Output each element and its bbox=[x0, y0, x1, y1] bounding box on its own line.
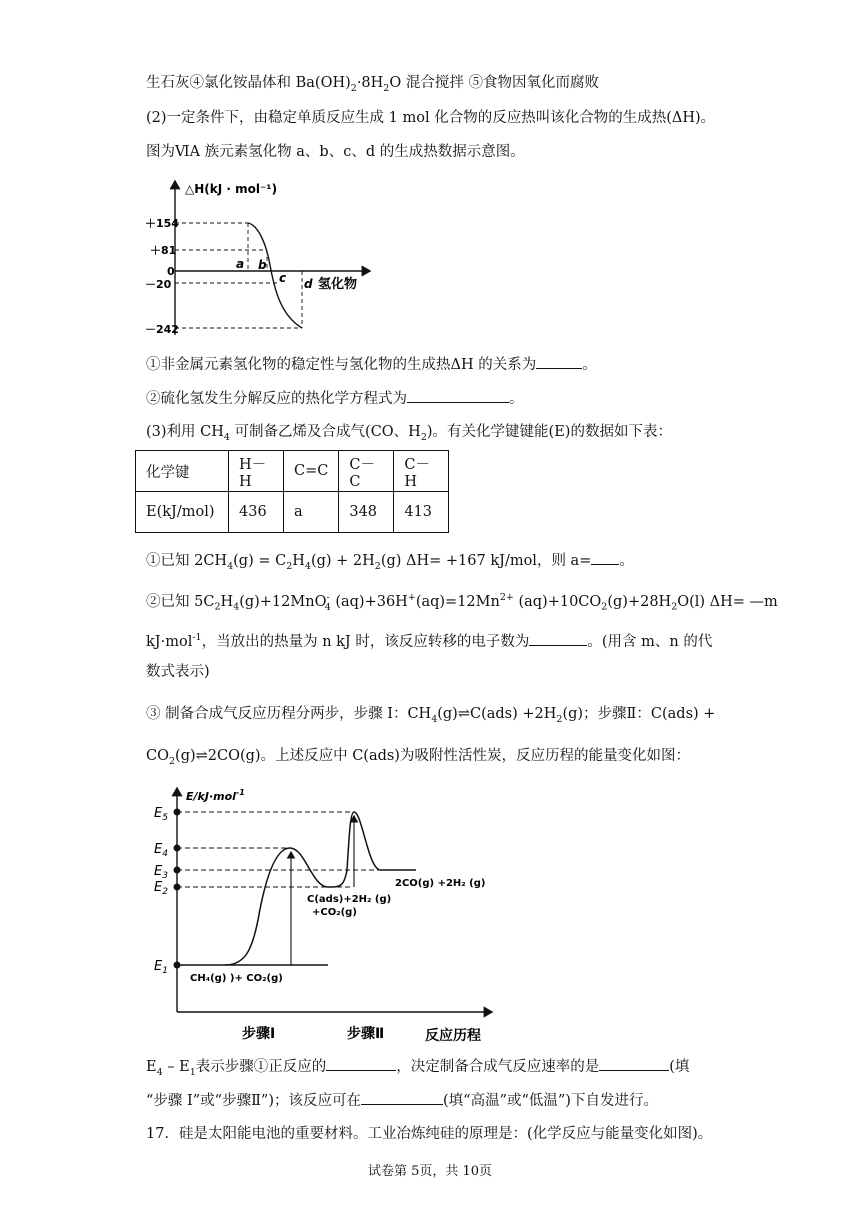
table-cell: C=C bbox=[284, 451, 339, 492]
table-row bbox=[136, 492, 449, 533]
table-cell: C－C bbox=[339, 451, 394, 492]
table-cell: 436 bbox=[229, 492, 284, 533]
chart2-ylabel: E/kJ·mol$^{-1}$ bbox=[186, 788, 245, 803]
chart1-ytick-20: －20 bbox=[145, 278, 172, 291]
chart1-ytick-242: －242 bbox=[145, 323, 179, 336]
chart2-energy-curve bbox=[225, 812, 380, 965]
text-line-11: ③ 制备合成气反应历程分两步，步骤 Ⅰ：$CH_4(g)\rightleftharpoons C(ads) +2H_2(g)$；步骤Ⅱ：C(ads) + bbox=[146, 706, 716, 725]
table-row bbox=[136, 451, 449, 492]
chart1-xlabel: 氢化物 bbox=[318, 277, 358, 292]
level-e3: $E_3$ bbox=[154, 864, 168, 881]
text-line-5: ②硫化氢发生分解反应的热化学方程式为 。 bbox=[146, 388, 524, 409]
level-e5: $E_5$ bbox=[154, 806, 168, 823]
text-line-7: ①已知 $2CH_4(g) = C_2H_4(g) + 2H_2(g)$ ΔH= +167 kJ/mol，则 a= 。 bbox=[146, 550, 634, 577]
text-line-15: 17．硅是太阳能电池的重要材料。工业冶炼纯硅的原理是：(化学反应与能量变化如图)。 bbox=[146, 1126, 713, 1142]
chart1-ytick-154: ＋154 bbox=[145, 217, 179, 230]
table-cell: E(kJ/mol) bbox=[136, 492, 229, 533]
level-e2: $E_2$ bbox=[154, 880, 168, 897]
label-step-1: 步骤Ⅰ bbox=[242, 1026, 276, 1042]
text-line-2: (2)一定条件下，由稳定单质反应生成 1 mol 化合物的反应热叫该化合物的生成热(ΔH)。 bbox=[146, 110, 716, 126]
text-line-3: 图为ⅥA 族元素氢化物 a、b、c、d 的生成热数据示意图。 bbox=[146, 144, 525, 160]
bond-energy-table bbox=[135, 450, 449, 533]
text-line-12: $CO_2(g)\rightleftharpoons 2CO(g)$。上述反应中 C(ads)为吸附性活性炭，反应历程的能量变化如图： bbox=[146, 748, 690, 767]
table-cell: 化学键 bbox=[136, 451, 229, 492]
label-intermediate-1: C(ads)+2H₂ (g) bbox=[307, 894, 392, 905]
chart1-point-b: b bbox=[258, 258, 267, 272]
chart1-point-c: c bbox=[279, 271, 287, 285]
text-line-13: $E_4 - E_1$表示步骤①正反应的 ，决定制备合成气反应速率的是 (填 bbox=[146, 1056, 689, 1083]
text-line-8: ②已知 $5C_2H_4(g)+12MnO^-_4$ $(aq)+36H^+(aq)=12Mn^{2+}$ $(aq)+10CO_2(g)+28H_2O(l)$ ΔH= —m bbox=[146, 592, 778, 613]
label-reactants: CH₄(g) )+ CO₂(g) bbox=[190, 973, 283, 984]
chart2-xlabel: 反应历程 bbox=[425, 1028, 481, 1044]
chart1-ylabel: △H(kJ · mol⁻¹) bbox=[185, 182, 278, 196]
table-cell: 413 bbox=[394, 492, 449, 533]
text-line-14: “步骤 Ⅰ”或“步骤Ⅱ”)；该反应可在 (填“高温”或“低温”)下自发进行。 bbox=[146, 1090, 658, 1111]
level-e4: $E_4$ bbox=[154, 842, 168, 859]
chart1-ytick-81: ＋81 bbox=[150, 244, 177, 257]
formation-heat-chart bbox=[140, 175, 380, 340]
table-cell: 348 bbox=[339, 492, 394, 533]
text-line-6: (3)利用 $CH_4$ 可制备乙烯及合成气(CO、$H_2$)。有关化学键键能(E)的数据如下表： bbox=[146, 424, 672, 443]
chart2-level-labels bbox=[154, 806, 168, 976]
chart1-point-a: a bbox=[236, 257, 245, 271]
chart2-guides bbox=[177, 812, 380, 887]
table-cell: H－H bbox=[229, 451, 284, 492]
text-line-4: ①非金属元素氢化物的稳定性与氢化物的生成热ΔH 的关系为 。 bbox=[146, 354, 597, 375]
label-products: 2CO(g) +2H₂ (g) bbox=[395, 878, 486, 889]
level-e1: $E_1$ bbox=[154, 959, 168, 976]
table-cell: a bbox=[284, 492, 339, 533]
reaction-energy-diagram bbox=[140, 780, 510, 1048]
text-line-1: 生石灰④氯化铵晶体和 $Ba(OH)_2\cdot 8H_2O$ 混合搅拌 ⑤食物因氧化而腐败 bbox=[146, 75, 599, 94]
chart1-ytick-0: 0 bbox=[167, 265, 175, 278]
page-footer: 试卷第 5页，共 10页 bbox=[367, 1164, 493, 1179]
table-cell: C－H bbox=[394, 451, 449, 492]
chart1-point-d: d bbox=[304, 277, 313, 291]
label-step-2: 步骤Ⅱ bbox=[347, 1026, 385, 1042]
label-intermediate-2: +CO₂(g) bbox=[312, 907, 357, 918]
text-line-9: kJ·mol$^{-1}$，当放出的热量为 n kJ 时，该反应转移的电子数为 。(用含 m、n 的代 bbox=[146, 632, 713, 650]
chart1-curve bbox=[248, 223, 302, 328]
text-line-10: 数式表示) bbox=[146, 664, 210, 680]
